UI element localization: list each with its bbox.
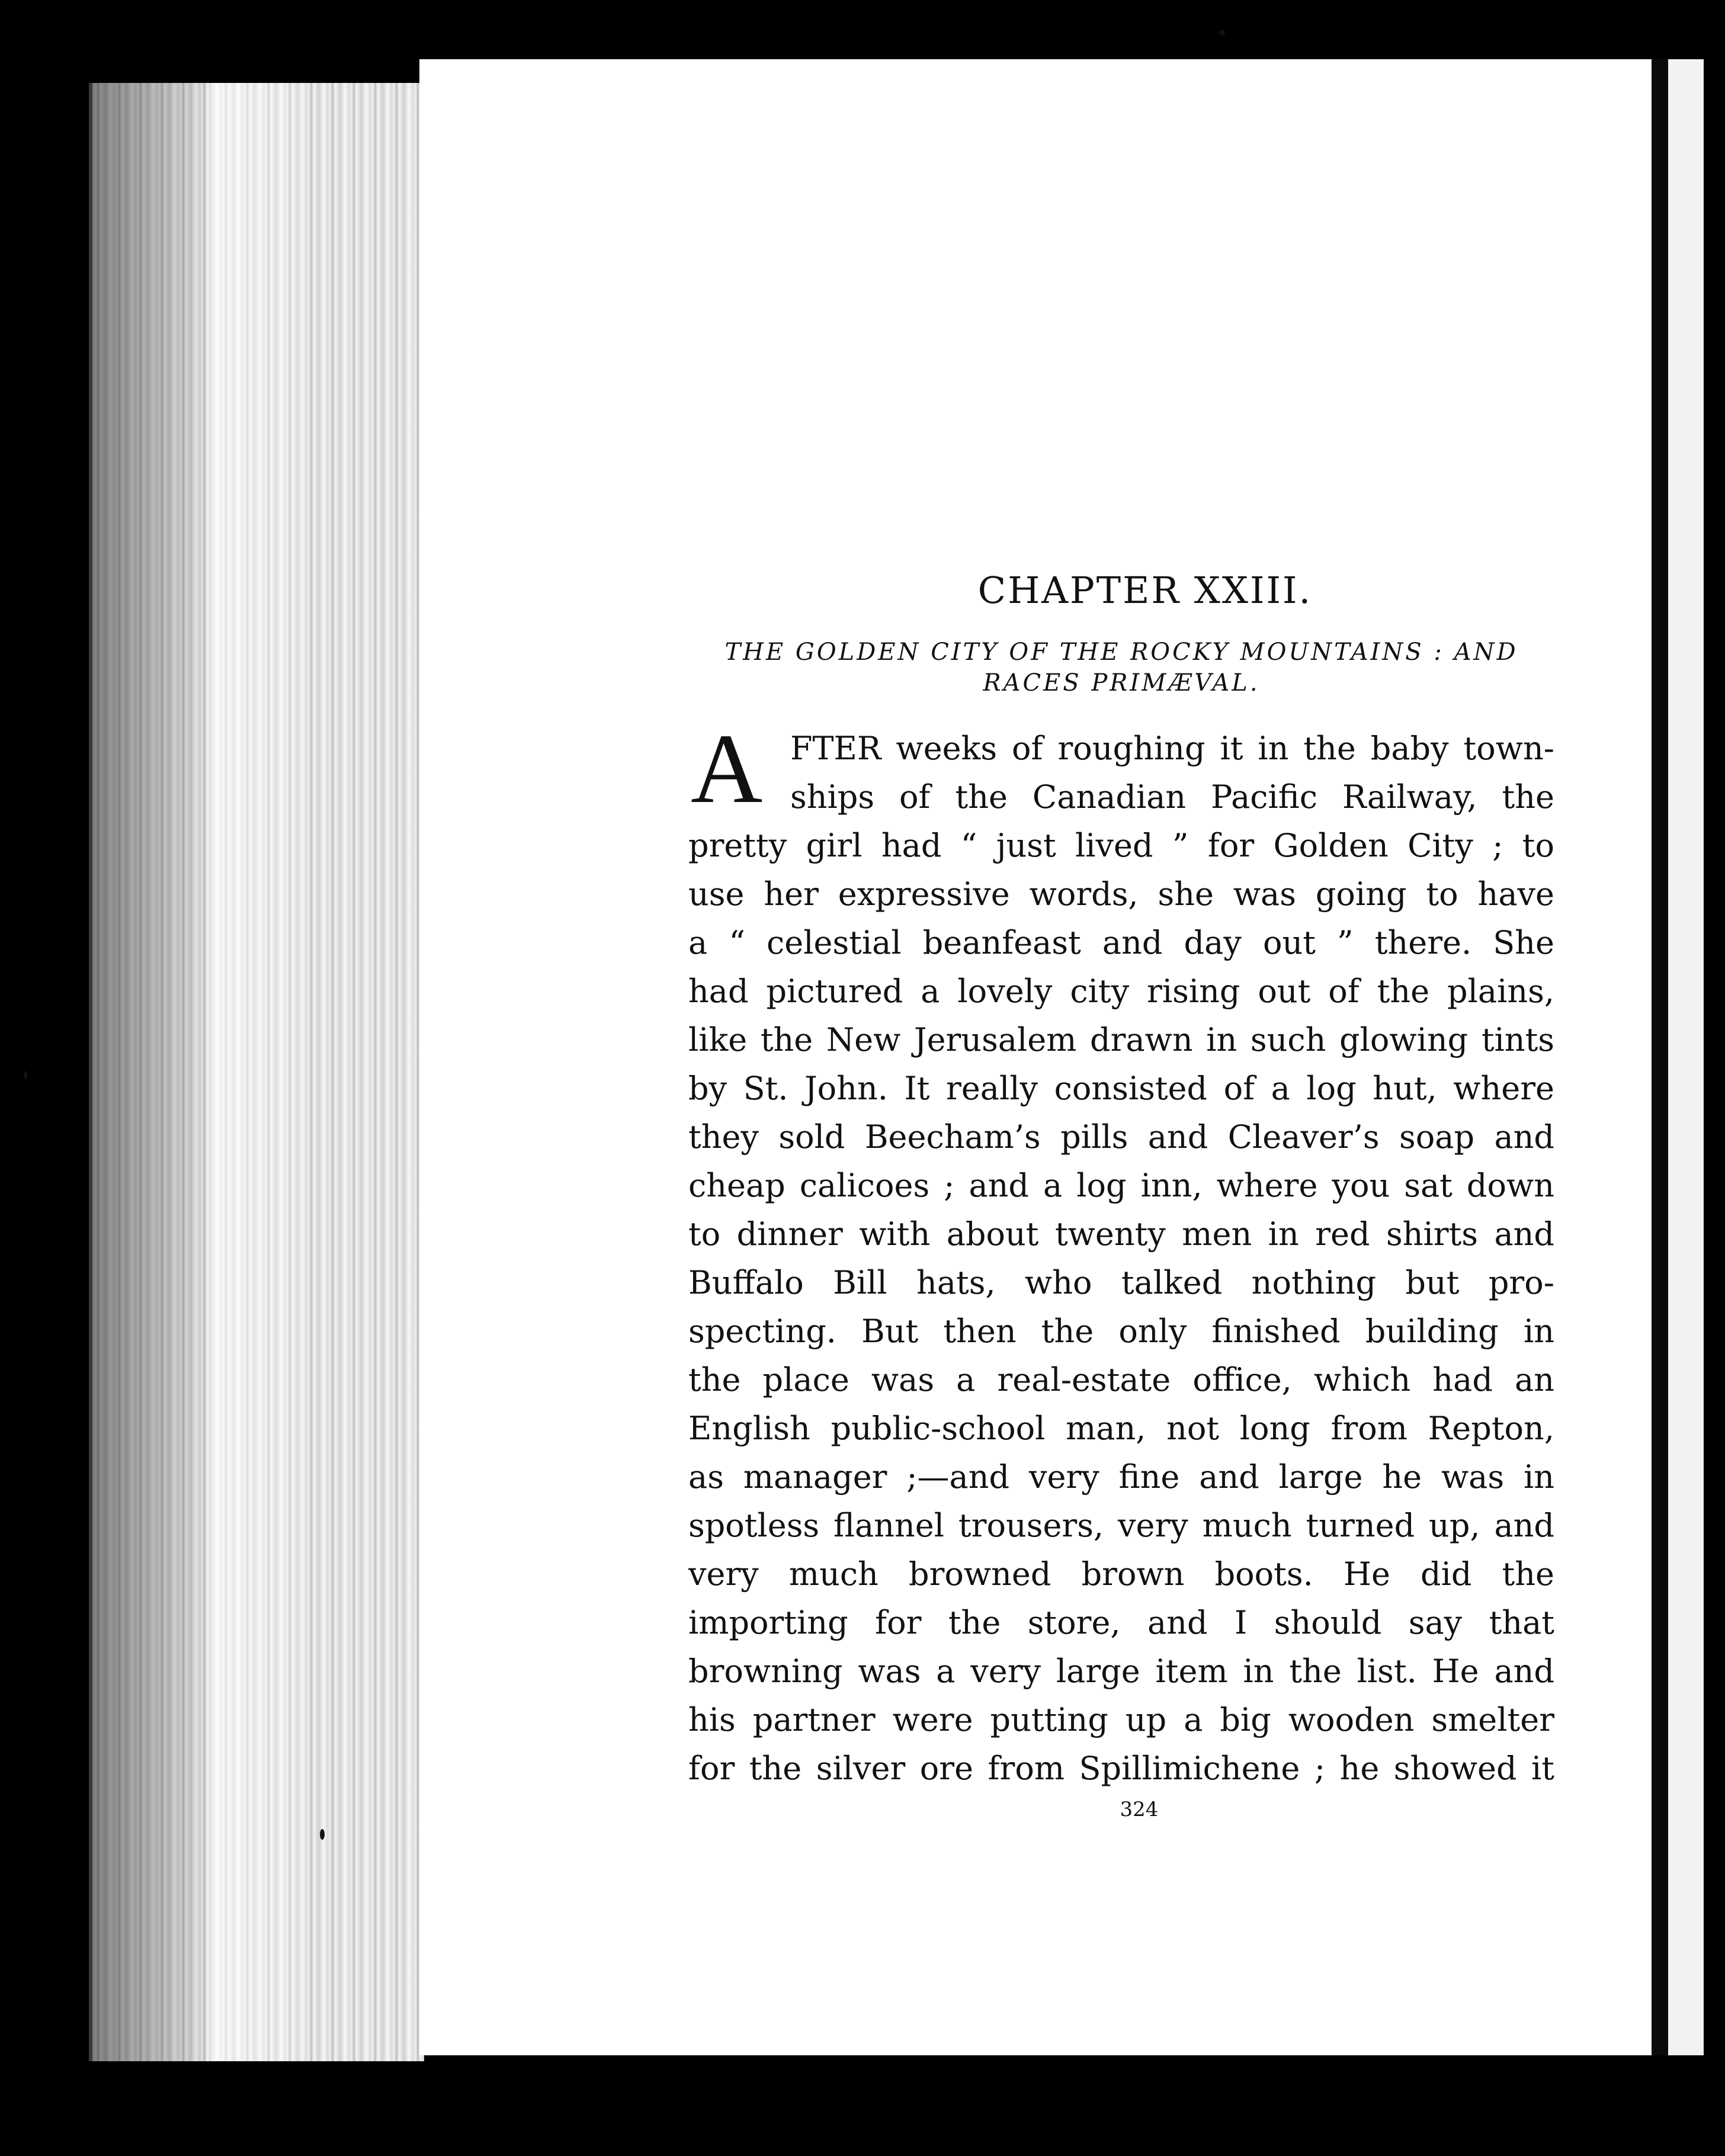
text-line: browning was a very large item in the list. He and: [688, 1653, 1554, 1690]
text-line: a “ celestial beanfeast and day out ” there. She: [688, 924, 1554, 961]
page-text: [688, 569, 1554, 1821]
text-line: very much browned brown boots. He did the: [688, 1555, 1554, 1593]
text-line: cheap calicoes ; and a log inn, where you sat down: [688, 1167, 1554, 1204]
text-line: ships of the Canadian Pacific Railway, the: [790, 778, 1554, 816]
edge-highlight: [211, 83, 300, 2061]
dust-speck: [320, 1829, 325, 1840]
text-line: by St. John. It really consisted of a log hut, where: [688, 1070, 1554, 1107]
text-line: for the silver ore from Spillimichene ; he showed it: [688, 1750, 1554, 1787]
text-line: spotless flannel trousers, very much turned up, and: [688, 1507, 1554, 1544]
text-line: Buffalo Bill hats, who talked nothing but pro-: [688, 1264, 1554, 1301]
subtitle-line: RACES PRIMÆVAL.: [983, 669, 1260, 697]
text-line: importing for the store, and I should say that: [688, 1604, 1554, 1641]
dust-speck: [1219, 30, 1225, 36]
facing-page-edge: [1668, 59, 1704, 2055]
text-line: use her expressive words, she was going to have: [688, 875, 1554, 913]
text-line: they sold Beecham’s pills and Cleaver’s soap and: [688, 1118, 1554, 1156]
text-line: specting. But then the only finished building in: [688, 1313, 1554, 1350]
text-line: his partner were putting up a big wooden smelter: [688, 1701, 1554, 1738]
opening-lines: [688, 714, 1554, 824]
edge-shadow: [92, 83, 205, 2061]
book-page-edges: [89, 83, 424, 2061]
page-number: 324: [1120, 1798, 1159, 1821]
binding-strip: [1652, 59, 1668, 2055]
subtitle-line: THE GOLDEN CITY OF THE ROCKY MOUNTAINS : AND: [724, 639, 1518, 666]
text-line: FTER weeks of roughing it in the baby town-: [790, 730, 1554, 767]
text-line: as manager ;—and very fine and large he was in: [688, 1458, 1554, 1496]
text-line: English public-school man, not long from Repton,: [688, 1410, 1554, 1447]
dust-speck: [24, 1071, 27, 1079]
body-paragraph: [688, 714, 1554, 1793]
drop-cap: A: [691, 714, 763, 824]
chapter-title: CHAPTER XXIII.: [977, 569, 1313, 612]
text-line: to dinner with about twenty men in red shirts and: [688, 1215, 1554, 1253]
chapter-subtitle: [688, 637, 1554, 698]
text-line: like the New Jerusalem drawn in such glowing tints: [688, 1021, 1554, 1058]
text-line: had pictured a lovely city rising out of the plains,: [688, 973, 1554, 1010]
text-line: pretty girl had “ just lived ” for Golden City ; to: [688, 827, 1554, 864]
text-line: the place was a real-estate office, which had an: [688, 1361, 1554, 1398]
